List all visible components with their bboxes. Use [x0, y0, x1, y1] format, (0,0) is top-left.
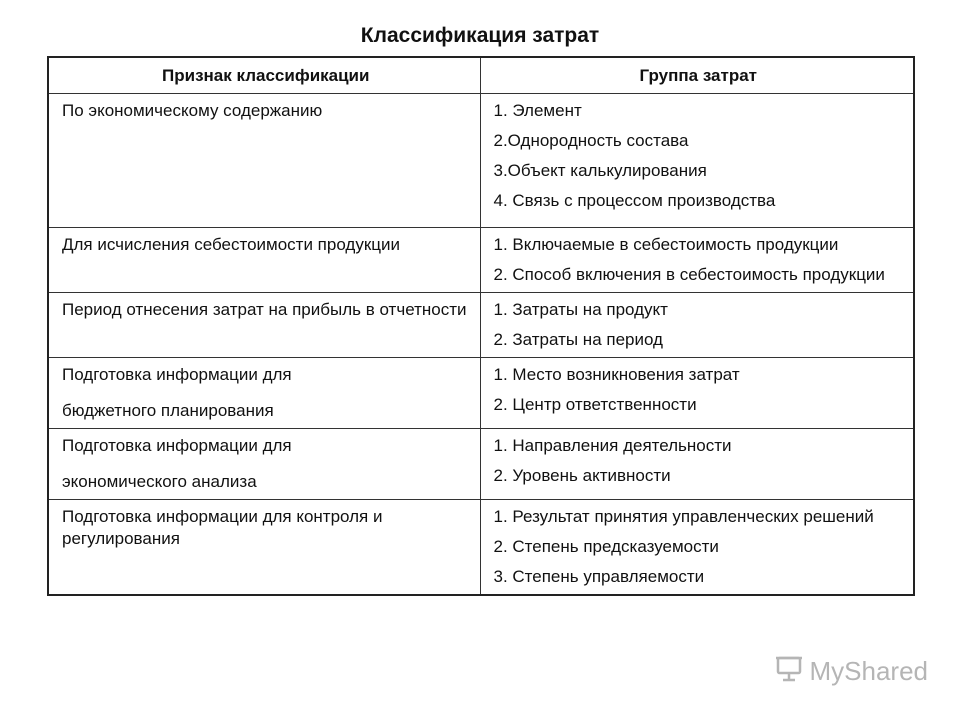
- table-row: [48, 228, 914, 293]
- group-cell: [480, 358, 914, 429]
- table-row: [48, 429, 914, 500]
- table-row: [48, 500, 914, 596]
- criterion-cell: [48, 500, 480, 596]
- group-item: 4. Связь с процессом производства: [493, 191, 776, 210]
- criterion-cell: [48, 94, 480, 228]
- table-row: [48, 293, 914, 358]
- group-item: 3. Степень управляемости: [493, 567, 705, 586]
- table-row: [48, 358, 914, 429]
- group-item: 1. Место возникновения затрат: [493, 365, 740, 384]
- group-cell: [480, 94, 914, 228]
- classification-table: [47, 56, 915, 596]
- group-item: 2. Уровень активности: [493, 466, 671, 485]
- column-header-criterion: Признак классификации: [48, 57, 480, 94]
- presentation-board-icon: [774, 653, 804, 690]
- criterion-text: Для исчисления себестоимости продукции: [62, 235, 400, 254]
- criterion-text: Подготовка информации для: [62, 436, 292, 455]
- page-title: Классификация затрат: [360, 24, 600, 47]
- criterion-text: экономического анализа: [62, 472, 257, 491]
- watermark: [774, 653, 929, 690]
- criterion-text: Подготовка информации для: [62, 365, 292, 384]
- group-item: 2. Степень предсказуемости: [493, 537, 719, 556]
- criterion-text: По экономическому содержанию: [62, 101, 323, 120]
- group-item: 2. Затраты на период: [493, 330, 663, 349]
- column-header-group: Группа затрат: [480, 57, 914, 94]
- group-item: 2.Однородность состава: [493, 131, 689, 150]
- criterion-cell: [48, 228, 480, 293]
- criterion-cell: [48, 358, 480, 429]
- group-item: 1. Направления деятельности: [493, 436, 732, 455]
- criterion-text: бюджетного планирования: [62, 401, 274, 420]
- group-item: 3.Объект калькулирования: [493, 161, 707, 180]
- group-cell: [480, 429, 914, 500]
- group-item: 2. Центр ответственности: [493, 395, 697, 414]
- table-header-row: [48, 57, 914, 94]
- group-item: 1. Затраты на продукт: [493, 300, 668, 319]
- group-item: 1. Включаемые в себестоимость продукции: [493, 235, 839, 254]
- group-cell: [480, 293, 914, 358]
- criterion-cell: [48, 293, 480, 358]
- watermark-text: MyShared: [809, 656, 928, 686]
- group-item: 1. Элемент: [493, 101, 582, 120]
- group-item: 1. Результат принятия управленческих решений: [493, 507, 874, 526]
- criterion-text: Период отнесения затрат на прибыль в отчетности: [62, 300, 467, 319]
- criterion-text: Подготовка информации для контроля и регулирования: [62, 507, 383, 548]
- group-cell: [480, 228, 914, 293]
- criterion-cell: [48, 429, 480, 500]
- table-row: [48, 94, 914, 228]
- group-cell: [480, 500, 914, 596]
- group-item: 2. Способ включения в себестоимость продукции: [493, 265, 885, 284]
